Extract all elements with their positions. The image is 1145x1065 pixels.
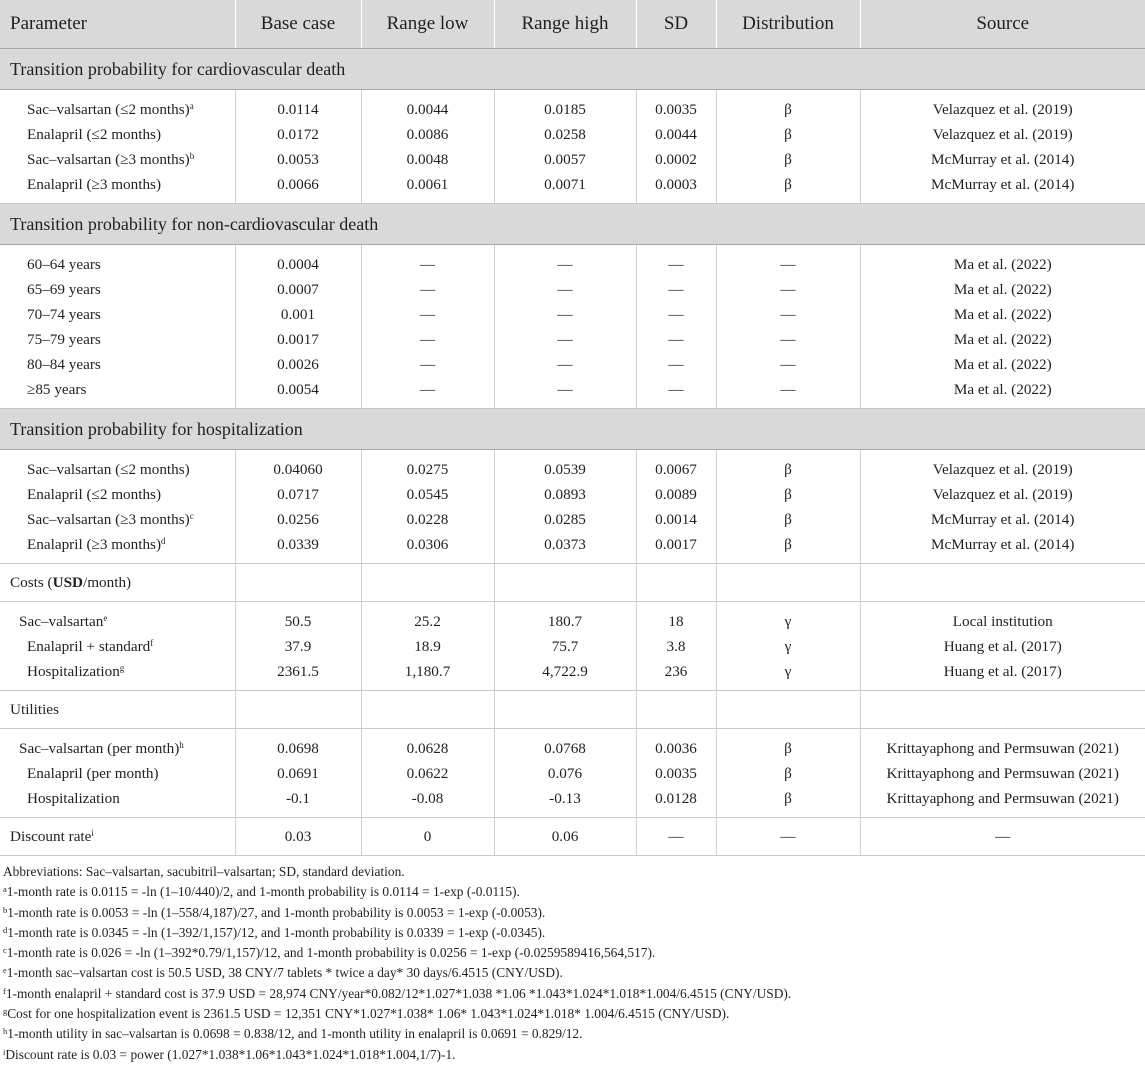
costs-label	[0, 564, 235, 602]
table-row	[0, 659, 1145, 691]
parameter-cell	[0, 302, 235, 327]
range-high-cell: —	[494, 302, 636, 327]
base-case-cell: 0.001	[235, 302, 361, 327]
sd-cell: 18	[636, 602, 716, 635]
sd-cell: 0.0014	[636, 507, 716, 532]
costs-label-prefix: Costs (	[10, 573, 53, 591]
base-case-cell: 0.0053	[235, 147, 361, 172]
table-row	[0, 122, 1145, 147]
source-cell: Local institution	[860, 602, 1145, 635]
source-cell: Ma et al. (2022)	[860, 245, 1145, 278]
footnote-list	[3, 882, 1145, 1065]
section-header-row	[0, 409, 1145, 450]
footnote-item	[3, 1004, 1145, 1024]
empty-cell	[361, 564, 494, 602]
range-low-cell: —	[361, 377, 494, 409]
footnote-text: Cost for one hospitalization event is 2361.5 USD = 12,351 CNY*1.027*1.038* 1.06* 1.043*1.024*1.018* 1.004/6.4515 (CNY/USD).	[7, 1006, 730, 1022]
table-row	[0, 507, 1145, 532]
parameter-label: 75–79 years	[27, 330, 101, 348]
empty-cell	[235, 691, 361, 729]
distribution-cell: —	[716, 818, 860, 856]
range-high-cell: 0.0373	[494, 532, 636, 564]
source-cell: Ma et al. (2022)	[860, 302, 1145, 327]
table-row	[0, 377, 1145, 409]
table-row	[0, 602, 1145, 635]
footnote-item	[3, 903, 1145, 923]
parameter-label: Hospitalization	[27, 789, 120, 807]
sd-cell: —	[636, 377, 716, 409]
footnote-marker: b	[189, 150, 195, 161]
range-low-cell: —	[361, 245, 494, 278]
parameter-label: 60–64 years	[27, 255, 101, 273]
parameter-cell	[0, 729, 235, 762]
empty-cell	[494, 691, 636, 729]
parameter-cell	[0, 602, 235, 635]
source-cell: Krittayaphong and Permsuwan (2021)	[860, 761, 1145, 786]
table-row	[0, 172, 1145, 204]
sd-cell: 0.0035	[636, 90, 716, 123]
table-footnotes	[0, 856, 1145, 1065]
source-cell: Ma et al. (2022)	[860, 327, 1145, 352]
table-row	[0, 277, 1145, 302]
source-cell: McMurray et al. (2014)	[860, 532, 1145, 564]
costs-group-row	[0, 564, 1145, 602]
sd-cell: —	[636, 245, 716, 278]
footnote-text: Discount rate is 0.03 = power (1.027*1.038*1.06*1.043*1.024*1.018*1.004,1/7)-1.	[5, 1046, 456, 1062]
range-low-cell: -0.08	[361, 786, 494, 818]
footnote-text: 1-month rate is 0.0345 = -ln (1–392/1,157)/12, and 1-month probability is 0.0339 = 1-exp (-0.0345).	[7, 924, 546, 940]
base-case-cell: 0.0007	[235, 277, 361, 302]
range-low-cell: 25.2	[361, 602, 494, 635]
base-case-cell: 0.0256	[235, 507, 361, 532]
range-high-cell: —	[494, 377, 636, 409]
range-low-cell: 0.0228	[361, 507, 494, 532]
footnote-item	[3, 984, 1145, 1004]
distribution-cell: β	[716, 482, 860, 507]
range-high-cell: 0.0057	[494, 147, 636, 172]
table-row	[0, 786, 1145, 818]
footnote-mark: i	[3, 1046, 6, 1057]
table-row	[0, 761, 1145, 786]
source-cell: —	[860, 818, 1145, 856]
distribution-cell: β	[716, 450, 860, 483]
range-low-cell: 0.0044	[361, 90, 494, 123]
footnote-mark: a	[3, 884, 7, 895]
table-row	[0, 90, 1145, 123]
costs-label-unit: USD	[52, 573, 84, 591]
parameter-label: Sac–valsartan (≥3 months)	[27, 150, 190, 168]
distribution-cell: —	[716, 352, 860, 377]
sd-cell: 0.0035	[636, 761, 716, 786]
table-body	[0, 49, 1145, 856]
table-row	[0, 634, 1145, 659]
parameter-label: 70–74 years	[27, 305, 101, 323]
range-low-cell: —	[361, 302, 494, 327]
footnote-marker: h	[179, 739, 184, 750]
distribution-cell: β	[716, 122, 860, 147]
source-cell: Huang et al. (2017)	[860, 634, 1145, 659]
empty-cell	[860, 564, 1145, 602]
base-case-cell: -0.1	[235, 786, 361, 818]
sd-cell: —	[636, 277, 716, 302]
parameter-cell	[0, 352, 235, 377]
source-cell: Krittayaphong and Permsuwan (2021)	[860, 786, 1145, 818]
parameter-label: 80–84 years	[27, 355, 101, 373]
range-high-cell: —	[494, 277, 636, 302]
range-low-cell: 0	[361, 818, 494, 856]
footnote-mark: e	[3, 965, 7, 976]
header-parameter: Parameter	[0, 0, 235, 49]
footnote-marker: a	[189, 100, 194, 111]
parameter-label: Enalapril (≥3 months)	[27, 175, 162, 193]
range-low-cell: 1,180.7	[361, 659, 494, 691]
distribution-cell: β	[716, 532, 860, 564]
sd-cell: 0.0044	[636, 122, 716, 147]
empty-cell	[716, 564, 860, 602]
sd-cell: 0.0128	[636, 786, 716, 818]
sd-cell: —	[636, 327, 716, 352]
footnote-marker: i	[91, 827, 94, 838]
footnote-item	[3, 1024, 1145, 1044]
footnote-item	[3, 882, 1145, 902]
parameter-label: Sac–valsartan	[19, 612, 104, 630]
sd-cell: 0.0003	[636, 172, 716, 204]
range-high-cell: 0.06	[494, 818, 636, 856]
sd-cell: 0.0089	[636, 482, 716, 507]
parameter-cell	[0, 634, 235, 659]
range-low-cell: 0.0086	[361, 122, 494, 147]
sd-cell: 0.0036	[636, 729, 716, 762]
table-row	[0, 352, 1145, 377]
footnote-mark: h	[3, 1026, 8, 1037]
distribution-cell: β	[716, 729, 860, 762]
footnote-text: 1-month utility in sac–valsartan is 0.0698 = 0.838/12, and 1-month utility in enalapril is 0.0691 = 0.829/12.	[7, 1026, 583, 1042]
distribution-cell: —	[716, 302, 860, 327]
sd-cell: —	[636, 302, 716, 327]
range-high-cell: 0.0539	[494, 450, 636, 483]
header-source: Source	[860, 0, 1145, 49]
sd-cell: —	[636, 352, 716, 377]
empty-cell	[860, 691, 1145, 729]
table-row	[0, 245, 1145, 278]
footnote-text: 1-month rate is 0.0115 = -ln (1–10/440)/2, and 1-month probability is 0.0114 = 1-exp (-0.0115).	[6, 884, 520, 900]
footnote-text: 1-month rate is 0.026 = -ln (1–392*0.79/1,157)/12, and 1-month probability is 0.0256 = 1-exp (-0.0259589416,564,517).	[6, 945, 656, 961]
section-title: Transition probability for hospitalization	[0, 409, 1145, 450]
base-case-cell: 0.0004	[235, 245, 361, 278]
range-low-cell: 0.0306	[361, 532, 494, 564]
footnote-marker: e	[103, 612, 108, 623]
table-row	[0, 450, 1145, 483]
parameter-label: Enalapril (per month)	[27, 764, 159, 782]
table-row	[0, 147, 1145, 172]
range-high-cell: 0.0185	[494, 90, 636, 123]
parameter-label: Sac–valsartan (≥3 months)	[27, 510, 190, 528]
empty-cell	[716, 691, 860, 729]
base-case-cell: 0.0017	[235, 327, 361, 352]
abbreviations-note: Abbreviations: Sac–valsartan, sacubitril–valsartan; SD, standard deviation.	[3, 864, 405, 879]
table-row	[0, 532, 1145, 564]
footnote-text: 1-month sac–valsartan cost is 50.5 USD, 38 CNY/7 tablets * twice a day* 30 days/6.4515 (CNY/USD).	[6, 965, 563, 981]
empty-cell	[494, 564, 636, 602]
range-low-cell: 0.0048	[361, 147, 494, 172]
base-case-cell: 0.0691	[235, 761, 361, 786]
source-cell: McMurray et al. (2014)	[860, 172, 1145, 204]
parameter-label: Enalapril (≥3 months)	[27, 535, 162, 553]
parameter-cell	[0, 245, 235, 278]
sd-cell: 0.0002	[636, 147, 716, 172]
distribution-cell: β	[716, 786, 860, 818]
sd-cell: 0.0067	[636, 450, 716, 483]
source-cell: Ma et al. (2022)	[860, 352, 1145, 377]
parameter-cell	[0, 507, 235, 532]
header-base-case: Base case	[235, 0, 361, 49]
source-cell: McMurray et al. (2014)	[860, 147, 1145, 172]
section-header-row	[0, 49, 1145, 90]
source-cell: Velazquez et al. (2019)	[860, 482, 1145, 507]
distribution-cell: γ	[716, 634, 860, 659]
sd-cell: 3.8	[636, 634, 716, 659]
range-high-cell: 0.0258	[494, 122, 636, 147]
source-cell: Velazquez et al. (2019)	[860, 90, 1145, 123]
base-case-cell: 37.9	[235, 634, 361, 659]
distribution-cell: β	[716, 761, 860, 786]
parameter-cell	[0, 450, 235, 483]
footnote-marker: c	[189, 510, 194, 521]
base-case-cell: 0.0172	[235, 122, 361, 147]
source-cell: Velazquez et al. (2019)	[860, 122, 1145, 147]
footnote-item	[3, 943, 1145, 963]
section-title: Transition probability for cardiovascular death	[0, 49, 1145, 90]
range-high-cell: 0.0285	[494, 507, 636, 532]
parameter-cell	[0, 122, 235, 147]
source-cell: Krittayaphong and Permsuwan (2021)	[860, 729, 1145, 762]
parameter-cell	[0, 761, 235, 786]
distribution-cell: β	[716, 147, 860, 172]
base-case-cell: 0.0339	[235, 532, 361, 564]
range-high-cell: -0.13	[494, 786, 636, 818]
base-case-cell: 0.03	[235, 818, 361, 856]
parameter-label: Enalapril + standard	[27, 637, 151, 655]
header-range-high: Range high	[494, 0, 636, 49]
range-high-cell: 0.076	[494, 761, 636, 786]
range-low-cell: 18.9	[361, 634, 494, 659]
footnote-marker: f	[150, 637, 154, 648]
header-distribution: Distribution	[716, 0, 860, 49]
parameter-cell	[0, 172, 235, 204]
distribution-cell: β	[716, 90, 860, 123]
parameter-cell	[0, 277, 235, 302]
empty-cell	[235, 564, 361, 602]
range-high-cell: 0.0768	[494, 729, 636, 762]
utilities-label: Utilities	[0, 691, 235, 729]
section-title: Transition probability for non-cardiovascular death	[0, 204, 1145, 245]
parameter-label: Discount rate	[10, 827, 92, 845]
footnote-mark: f	[3, 985, 6, 996]
range-low-cell: 0.0061	[361, 172, 494, 204]
footnote-item	[3, 923, 1145, 943]
parameter-cell	[0, 147, 235, 172]
table-header-row	[0, 0, 1145, 49]
footnote-item	[3, 1045, 1145, 1065]
source-cell: Velazquez et al. (2019)	[860, 450, 1145, 483]
footnote-mark: c	[3, 945, 7, 956]
distribution-cell: β	[716, 172, 860, 204]
footnote-mark: b	[3, 904, 8, 915]
empty-cell	[636, 691, 716, 729]
range-low-cell: —	[361, 327, 494, 352]
range-high-cell: —	[494, 245, 636, 278]
utilities-group-row	[0, 691, 1145, 729]
base-case-cell: 0.0054	[235, 377, 361, 409]
table-row	[0, 818, 1145, 856]
range-low-cell: —	[361, 277, 494, 302]
source-cell: Huang et al. (2017)	[860, 659, 1145, 691]
distribution-cell: β	[716, 507, 860, 532]
range-low-cell: 0.0275	[361, 450, 494, 483]
parameter-cell	[0, 482, 235, 507]
range-high-cell: 4,722.9	[494, 659, 636, 691]
distribution-cell: —	[716, 245, 860, 278]
footnote-mark: d	[3, 924, 8, 935]
distribution-cell: —	[716, 277, 860, 302]
parameter-label: Sac–valsartan (≤2 months)	[27, 460, 190, 478]
distribution-cell: —	[716, 377, 860, 409]
parameter-label: Sac–valsartan (per month)	[19, 739, 180, 757]
parameter-label: 65–69 years	[27, 280, 101, 298]
header-range-low: Range low	[361, 0, 494, 49]
parameter-label: Hospitalization	[27, 662, 120, 680]
table-row	[0, 302, 1145, 327]
table-row	[0, 327, 1145, 352]
empty-cell	[361, 691, 494, 729]
parameter-label: Enalapril (≤2 months)	[27, 125, 162, 143]
parameter-cell	[0, 786, 235, 818]
range-high-cell: 75.7	[494, 634, 636, 659]
parameter-cell	[0, 327, 235, 352]
footnote-marker: g	[119, 662, 125, 673]
base-case-cell: 2361.5	[235, 659, 361, 691]
source-cell: Ma et al. (2022)	[860, 277, 1145, 302]
footnote-mark: g	[3, 1006, 8, 1017]
base-case-cell: 0.0114	[235, 90, 361, 123]
base-case-cell: 0.0698	[235, 729, 361, 762]
distribution-cell: —	[716, 327, 860, 352]
empty-cell	[636, 564, 716, 602]
base-case-cell: 0.0717	[235, 482, 361, 507]
table-row	[0, 729, 1145, 762]
footnote-text: 1-month enalapril + standard cost is 37.9 USD = 28,974 CNY/year*0.082/12*1.027*1.038 *1.06 *1.043*1.024*1.018*1.004/6.4515 (CNY/USD).	[5, 985, 792, 1001]
costs-label-suffix: /month)	[83, 573, 132, 591]
sd-cell: 0.0017	[636, 532, 716, 564]
distribution-cell: γ	[716, 659, 860, 691]
base-case-cell: 0.0026	[235, 352, 361, 377]
parameter-cell	[0, 818, 235, 856]
parameter-label: Enalapril (≤2 months)	[27, 485, 162, 503]
source-cell: Ma et al. (2022)	[860, 377, 1145, 409]
parameter-cell	[0, 90, 235, 123]
sd-cell: 236	[636, 659, 716, 691]
section-header-row	[0, 204, 1145, 245]
range-high-cell: 0.0071	[494, 172, 636, 204]
table-row	[0, 482, 1145, 507]
range-low-cell: 0.0545	[361, 482, 494, 507]
footnote-marker: d	[161, 535, 166, 546]
range-high-cell: —	[494, 352, 636, 377]
range-low-cell: —	[361, 352, 494, 377]
distribution-cell: γ	[716, 602, 860, 635]
parameter-cell	[0, 659, 235, 691]
source-cell: McMurray et al. (2014)	[860, 507, 1145, 532]
sd-cell: —	[636, 818, 716, 856]
header-sd: SD	[636, 0, 716, 49]
parameter-cell	[0, 377, 235, 409]
range-low-cell: 0.0622	[361, 761, 494, 786]
footnote-item	[3, 963, 1145, 983]
range-high-cell: 180.7	[494, 602, 636, 635]
range-low-cell: 0.0628	[361, 729, 494, 762]
parameter-cell	[0, 532, 235, 564]
base-case-cell: 0.0066	[235, 172, 361, 204]
range-high-cell: —	[494, 327, 636, 352]
base-case-cell: 0.04060	[235, 450, 361, 483]
footnote-text: 1-month rate is 0.0053 = -ln (1–558/4,187)/27, and 1-month probability is 0.0053 = 1-exp (-0.0053).	[7, 904, 546, 920]
parameter-label: ≥85 years	[27, 380, 87, 398]
base-case-cell: 50.5	[235, 602, 361, 635]
parameter-label: Sac–valsartan (≤2 months)	[27, 100, 190, 118]
range-high-cell: 0.0893	[494, 482, 636, 507]
